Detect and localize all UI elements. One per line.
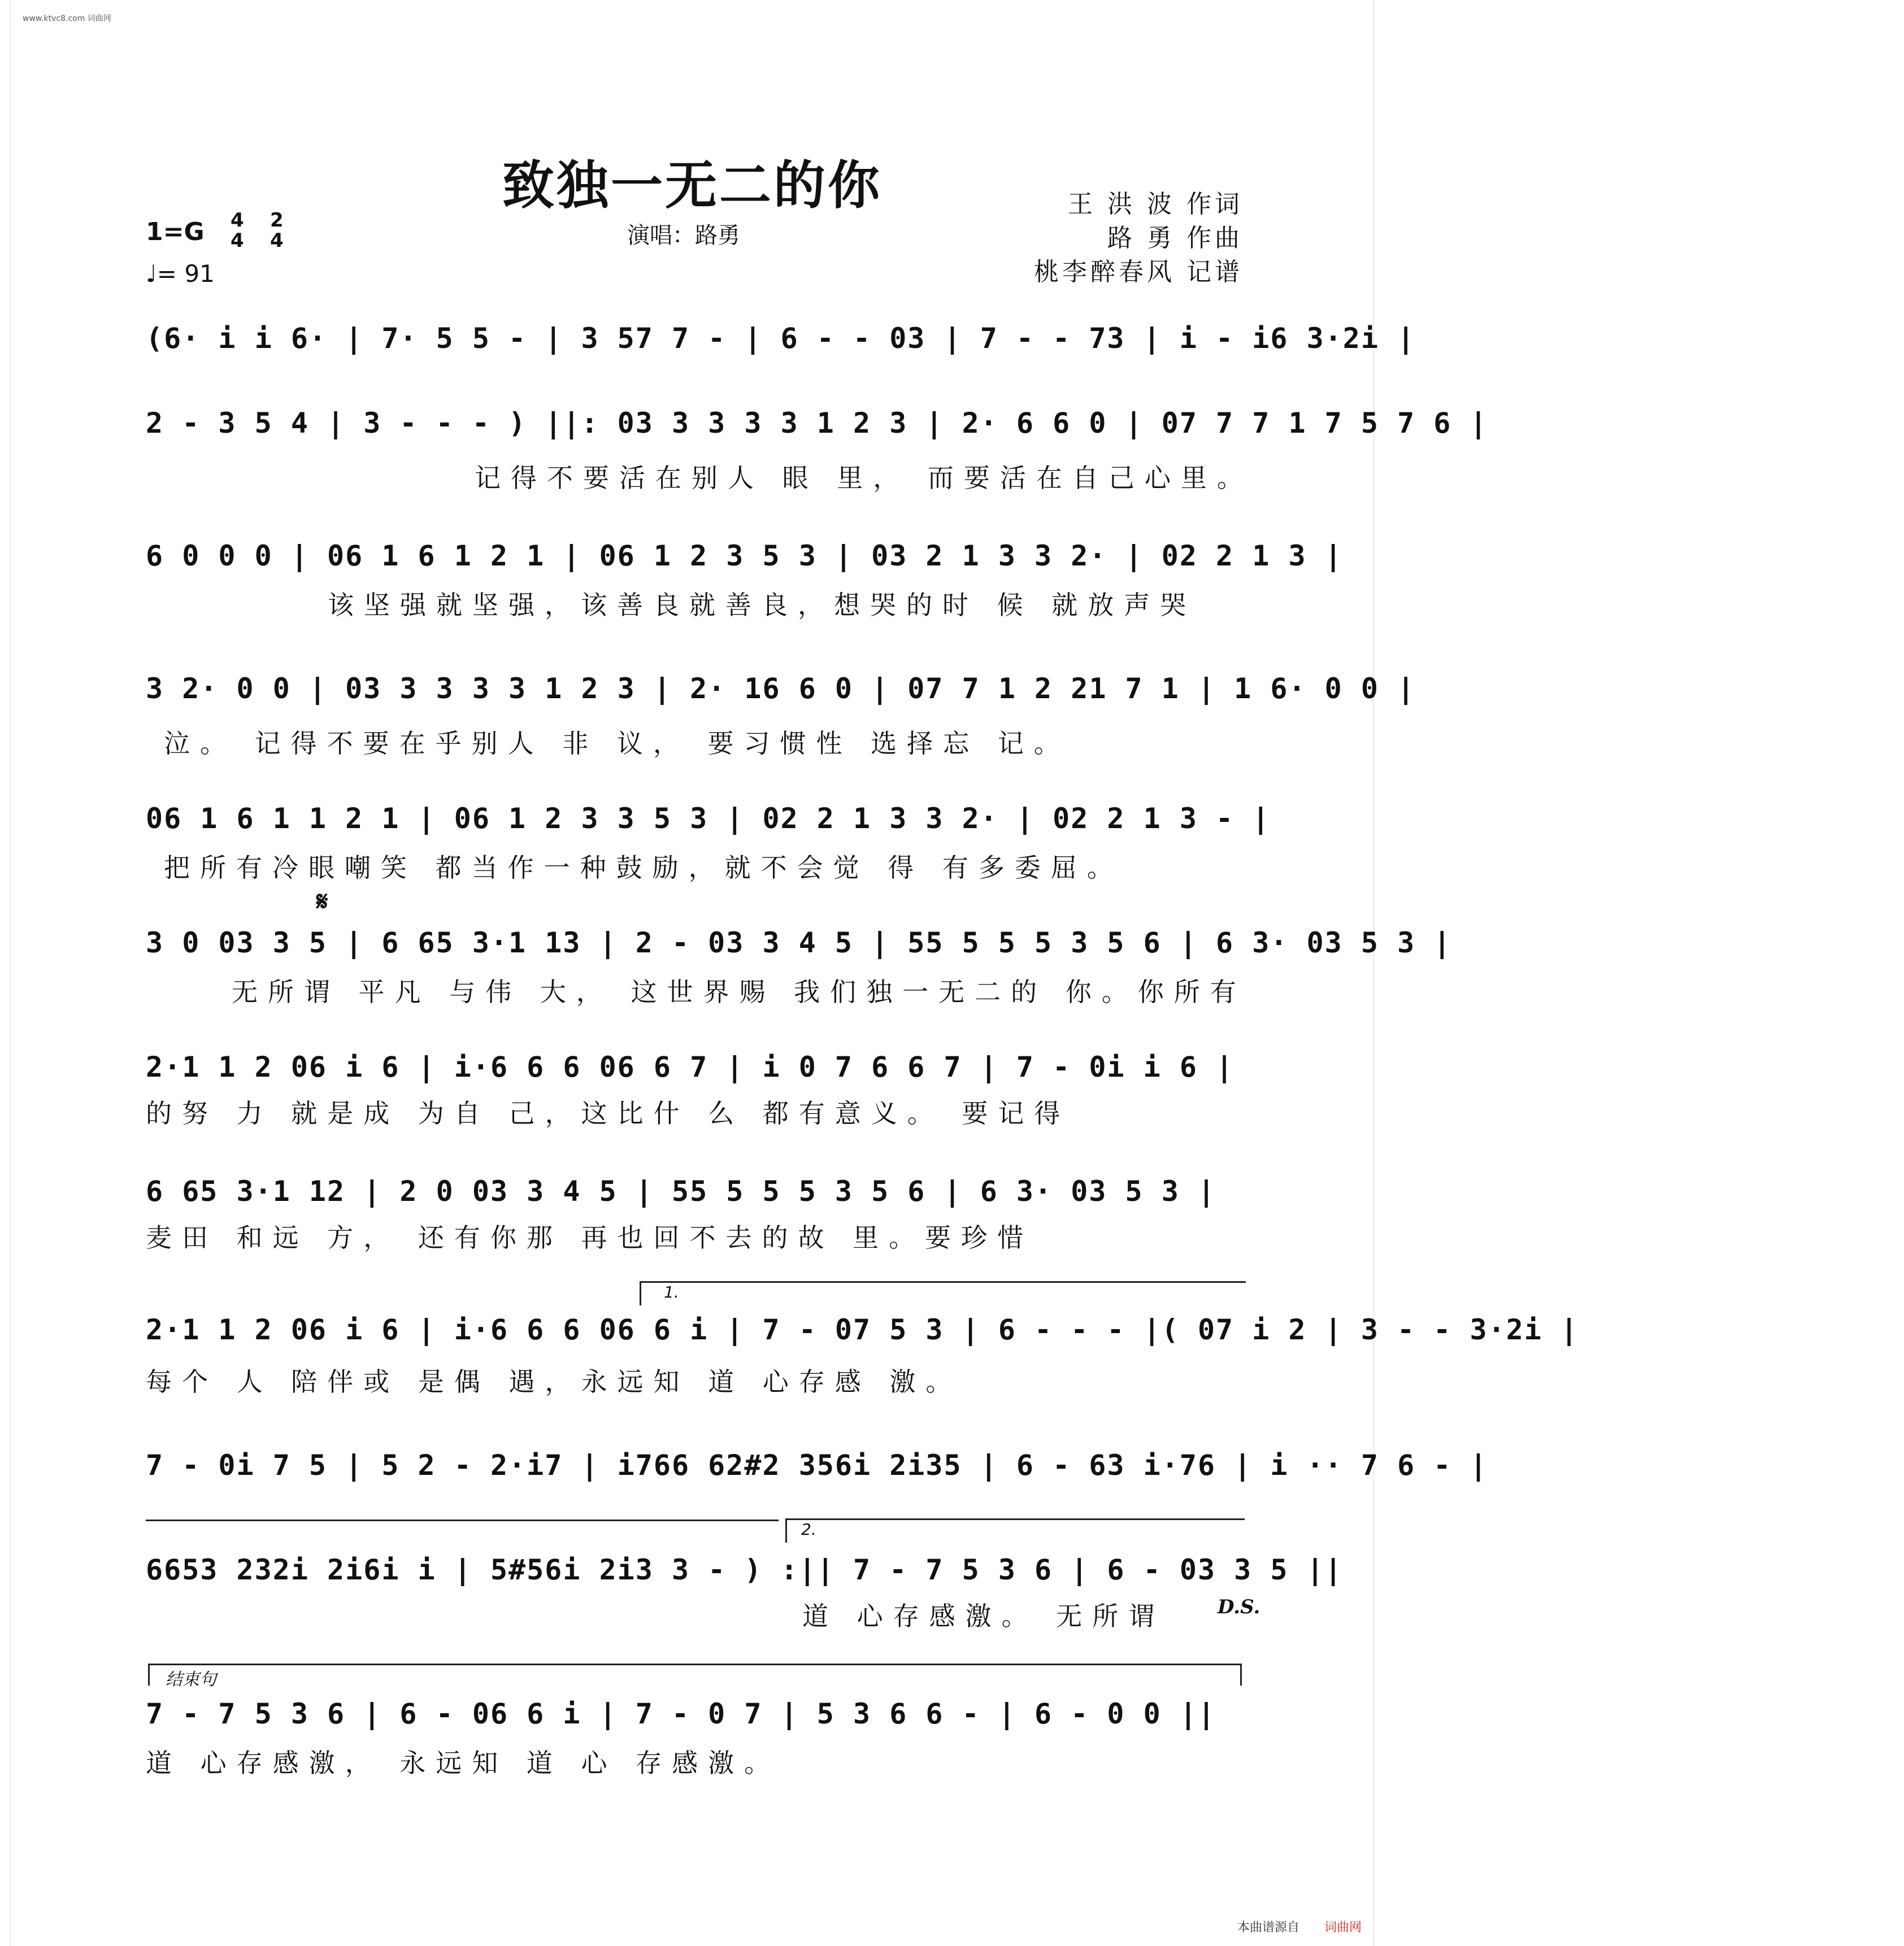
volta-1-bracket — [640, 1281, 1246, 1305]
lyric-line: 每个 人 陪伴或 是偶 遇，永远知 道 心存感 激。 — [146, 1366, 962, 1397]
score-line: 6 65 3·1 12 | 2 0 03 3 4 5 | 55 5 5 5 3 5 6 | 6 3· 03 5 3 | — [146, 1175, 1216, 1208]
lyric-line: 麦田 和远 方， 还有你那 再也回不去的故 里。要珍惜 — [146, 1222, 1034, 1253]
footer-site: 词曲网 — [1324, 1921, 1362, 1935]
left-margin-strip — [0, 0, 11, 1946]
lyric-line: 道 心存感激。 无所谓 — [802, 1601, 1165, 1631]
score-line: 2 - 3 5 4 | 3 - - - ) ||: 03 3 3 3 3 1 2 3 | 2· 6 6 0 | 07 7 7 1 7 5 7 6 | — [146, 407, 1488, 439]
footer-source: 本曲谱源自 — [1237, 1921, 1299, 1935]
volta-2-label: 2. — [801, 1520, 816, 1539]
score-line: 2·1 1 2 06 i 6 | i·6 6 6 06 6 i | 7 - 07 5 3 | 6 - - - |( 07 i 2 | 3 - - 3·2i | — [146, 1313, 1579, 1346]
score-line: 06 1 6 1 1 2 1 | 06 1 2 3 3 5 3 | 02 2 1 3 3 2· | 02 2 1 3 - | — [146, 802, 1271, 835]
score-line: 3 2· 0 0 | 03 3 3 3 3 1 2 3 | 2· 16 6 0 | 07 7 1 2 21 7 1 | 1 6· 0 0 | — [146, 672, 1416, 705]
time-signature-4-4 — [231, 210, 244, 251]
lyric-line: 道 心存感激， 永远知 道 心 存感激。 — [146, 1748, 781, 1778]
volta-1-extension — [146, 1520, 779, 1521]
composer-credit: 路 勇 作曲 — [1107, 224, 1243, 252]
time-signature-2-4 — [270, 210, 284, 251]
segno-sign: 𝄋 — [316, 886, 328, 917]
score-line: 6653 232i 2i6i i | 5#56i 2i3 3 - ) :|| 7 - 7 5 3 6 | 6 - 03 3 5 || — [146, 1553, 1343, 1586]
meter-numerator: 2 — [270, 209, 284, 232]
lyric-line: 无所谓 平凡 与伟 大， 这世界赐 我们独一无二的 你。你所有 — [232, 977, 1246, 1007]
score-line: 2·1 1 2 06 i 6 | i·6 6 6 06 6 7 | i 0 7 6 6 7 | 7 - 0i i 6 | — [146, 1051, 1234, 1083]
volta-1-label: 1. — [664, 1283, 679, 1301]
lyricist-credit: 王 洪 波 作词 — [1068, 190, 1243, 219]
coda-label: 结束句 — [166, 1670, 216, 1690]
lyric-line: 把所有冷眼嘲笑 都当作一种鼓励，就不会觉 得 有多委屈。 — [164, 852, 1123, 883]
singer-label: 演唱：路勇 — [627, 223, 740, 249]
key-signature: 1=G — [146, 217, 205, 246]
lyric-line: 泣。 记得不要在乎别人 非 议， 要习惯性 选择忘 记。 — [164, 728, 1070, 759]
score-line: 3 0 03 3 5 | 6 65 3·1 13 | 2 - 03 3 4 5 | 55 5 5 5 3 5 6 | 6 3· 03 5 3 | — [146, 926, 1452, 959]
right-margin-strip — [1373, 0, 1384, 1946]
meter-numerator: 4 — [231, 209, 244, 232]
lyric-line: 该坚强就坚强，该善良就善良，想哭的时 候 就放声哭 — [328, 590, 1197, 620]
transcriber-credit: 桃李醉春风 记谱 — [1034, 258, 1243, 286]
score-line: 6 0 0 0 | 06 1 6 1 2 1 | 06 1 2 3 5 3 | 03 2 1 3 3 2· | 02 2 1 3 | — [146, 539, 1343, 572]
dal-segno-mark: D.S. — [1218, 1596, 1260, 1618]
site-watermark: www.ktvc8.com 词曲网 — [23, 14, 111, 23]
song-title: 致独一无二的你 — [502, 155, 882, 216]
lyric-line: 的努 力 就是成 为自 己，这比什 么 都有意义。 要记得 — [146, 1098, 1071, 1129]
meter-denominator: 4 — [231, 229, 244, 252]
meter-denominator: 4 — [270, 229, 284, 252]
score-line: 7 - 0i 7 5 | 5 2 - 2·i7 | i766 62#2 356i 2i35 | 6 - 63 i·76 | i ·· 7 6 - | — [146, 1449, 1488, 1482]
score-line: 7 - 7 5 3 6 | 6 - 06 6 i | 7 - 0 7 | 5 3 6 6 - | 6 - 0 0 || — [146, 1697, 1216, 1730]
coda-bracket — [148, 1664, 1242, 1690]
score-line: (6· i i 6· | 7· 5 5 - | 3 57 7 - | 6 - - 03 | 7 - - 73 | i - i6 3·2i | — [146, 322, 1416, 355]
lyric-line: 记得不要活在别人 眼 里， 而要活在自己心里。 — [475, 463, 1253, 493]
volta-2-bracket — [785, 1518, 1245, 1543]
tempo-marking: ♩= 91 — [146, 260, 215, 288]
